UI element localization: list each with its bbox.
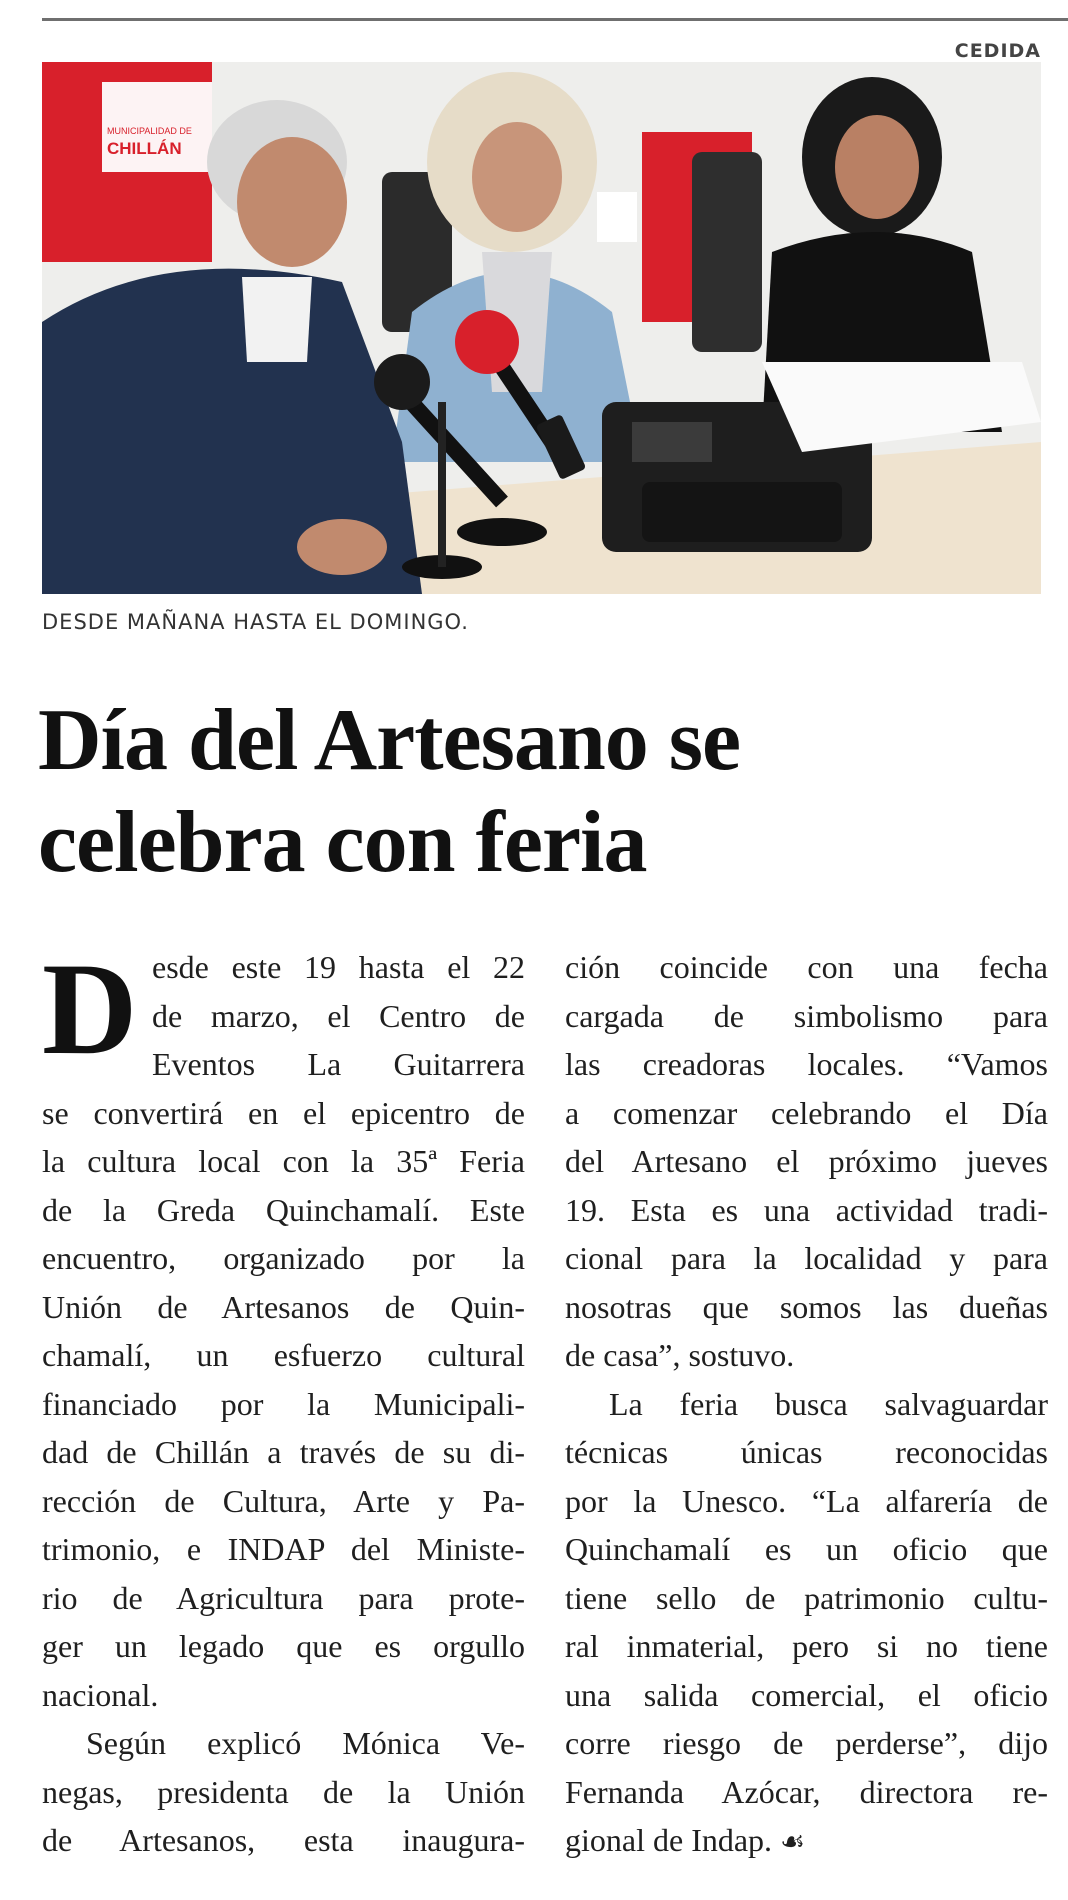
banner-text: CHILLÁN [107, 139, 182, 158]
photo-caption: DESDE MAÑANA HASTA EL DOMINGO. [42, 610, 469, 634]
body-line: Fernanda Azócar, directora re- [565, 1773, 1048, 1810]
body-line-final [565, 1816, 1048, 1865]
body-line: de casa”, sostuvo. [565, 1337, 795, 1373]
body-line: ger un legado que es orgullo [42, 1628, 525, 1664]
body-line: de marzo, el Centro de [152, 997, 525, 1034]
body-line: cargada de simbolismo para [565, 997, 1048, 1034]
body-line: dad de Chillán a través de su di- [42, 1434, 525, 1470]
body-line: Según explicó Mónica Ve- [86, 1725, 525, 1761]
body-line: a comenzar celebrando el Día [565, 1094, 1048, 1131]
body-line: cional para la localidad y para [565, 1240, 1048, 1276]
body-line: 19. Esta es una actividad tradi- [565, 1191, 1048, 1228]
body-line: Unión de Artesanos de Quin- [42, 1288, 525, 1325]
body-line: por la Unesco. “La alfarería de [565, 1482, 1048, 1519]
body-column-right [565, 943, 1048, 1865]
end-mark-icon: ☙ [780, 1827, 806, 1858]
body-line: de la Greda Quinchamalí. Este [42, 1191, 525, 1228]
body-line: técnicas únicas reconocidas [565, 1434, 1048, 1470]
body-line: Eventos La Guitarrera [152, 1046, 525, 1082]
body-line: las creadoras locales. “Vamos [565, 1046, 1048, 1082]
body-line-text: gional de Indap. [565, 1822, 773, 1858]
headline-line-2: celebra con feria [38, 794, 647, 891]
body-line: tiene sello de patrimonio cultu- [565, 1579, 1048, 1616]
photo-credit: CEDIDA [954, 40, 1041, 62]
body-line: nosotras que somos las dueñas [565, 1288, 1048, 1325]
body-line: de Artesanos, esta inaugura- [42, 1822, 525, 1858]
news-photo [42, 62, 1041, 594]
body-column-left [42, 935, 525, 1865]
headline-line-1: Día del Artesano se [38, 692, 741, 789]
body-line: rección de Cultura, Arte y Pa- [42, 1482, 525, 1519]
body-line: chamalí, un esfuerzo cultural [42, 1337, 525, 1373]
body-line: la cultura local con la 35ª Feria [42, 1143, 525, 1179]
body-line: financiado por la Municipali- [42, 1385, 525, 1422]
body-line: encuentro, organizado por la [42, 1240, 525, 1276]
body-line: corre riesgo de perderse”, dijo [565, 1725, 1048, 1761]
body-line: La feria busca salvaguardar [609, 1385, 1048, 1422]
body-line: nacional. [42, 1676, 159, 1713]
body-line: trimonio, e INDAP del Ministe- [42, 1531, 525, 1567]
body-line: Quinchamalí es un oficio que [565, 1531, 1048, 1567]
body-line: ral inmaterial, pero si no tiene [565, 1628, 1048, 1664]
body-line: rio de Agricultura para prote- [42, 1579, 525, 1616]
drop-cap: D [42, 935, 138, 1082]
body-line: esde este 19 hasta el 22 [152, 949, 525, 985]
body-line: ción coincide con una fecha [565, 949, 1048, 985]
banner-subtext: MUNICIPALIDAD DE [107, 126, 192, 136]
top-rule [42, 18, 1068, 21]
body-line: se convertirá en el epicentro de [42, 1094, 525, 1131]
body-line: negas, presidenta de la Unión [42, 1773, 525, 1810]
headline [38, 690, 1048, 894]
body-line: del Artesano el próximo jueves [565, 1143, 1048, 1179]
body-line: una salida comercial, el oficio [565, 1676, 1048, 1713]
